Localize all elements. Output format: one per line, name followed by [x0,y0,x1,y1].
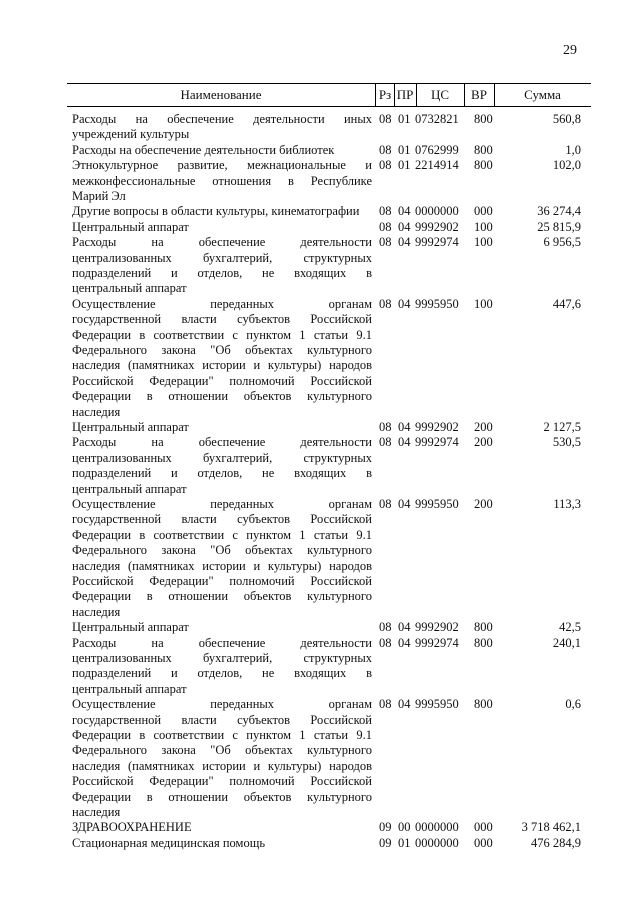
row-cs: 2214914 [415,158,459,173]
row-cs: 0762999 [415,142,459,157]
row-cs: 0000000 [415,204,459,219]
row-name-line: межконфессиональные отношения в Республике [72,173,372,188]
row-sum: 113,3 [553,497,581,511]
row-pr: 04 [398,635,411,650]
row-vr: 200 [474,497,493,511]
row-vr: 800 [474,142,493,157]
row-rz: 08 [379,296,392,311]
row-pr: 04 [398,697,411,712]
row-rz: 08 [379,620,392,635]
row-name-line: Этнокультурное развитие, межнациональные и [72,158,372,173]
row-name [72,235,372,297]
row-name [72,820,372,835]
row-name-line: Стационарная медицинская помощь [72,835,266,850]
row-pr: 01 [398,142,411,157]
row-pr: 00 [398,820,411,835]
row-rz: 08 [379,420,392,434]
row-rz: 08 [379,635,392,650]
row-name-line: ЗДРАВООХРАНЕНИЕ [72,820,192,835]
row-name [72,204,372,219]
row-name-line: государственной власти субъектов Российской [72,312,372,327]
row-name-line: Осуществление переданных органам [72,697,372,712]
row-pr: 04 [398,235,411,250]
row-name-line: Федерального закона "Об объектах культурного [72,343,372,358]
row-name-line: Федерации в соответствии с пунктом 1 статьи 9.1 [72,527,372,542]
row-name-line: наследия [72,805,121,820]
row-rz: 08 [379,219,392,234]
row-cs: 9992974 [415,435,459,450]
row-name [72,220,372,235]
row-name-line: Федерального закона "Об объектах культурного [72,543,372,558]
row-name-line: централизованных бухгалтерий, структурных [72,651,372,665]
row-sum: 560,8 [552,112,581,126]
row-name-line: Расходы на обеспечение деятельности библиотек [72,142,335,157]
row-name-line: подразделений и отделов, не входящих в [72,266,372,280]
row-cs: 9992974 [415,635,459,650]
page-number: 29 [563,43,577,58]
row-sum: 102,0 [552,158,581,173]
row-name-line: Осуществление переданных органам [72,497,372,511]
row-name-line: Расходы на обеспечение деятельности [72,235,372,250]
row-name-line: подразделений и отделов, не входящих в [72,666,372,681]
row-name-line: государственной власти субъектов Российской [72,712,372,727]
row-name-line: Федерального закона "Об объектах культурного [72,743,372,758]
row-name [72,112,372,143]
row-sum: 42,5 [559,620,581,635]
row-name [72,435,372,497]
row-pr: 04 [398,497,411,511]
row-pr: 04 [398,420,411,434]
row-name-line: наследия [72,404,121,419]
row-cs: 9995950 [415,697,459,712]
row-rz: 08 [379,204,392,219]
row-vr: 800 [474,112,493,126]
row-name [72,158,372,204]
row-name-line: наследия (памятниках истории и культуры) народов [72,758,372,773]
header-pr: ПР [396,87,414,102]
row-name-line: Федерации в отношении объектов культурного [72,589,372,604]
row-name [72,497,372,620]
row-sum: 2 127,5 [543,420,581,434]
row-cs: 9992974 [415,235,459,250]
row-sum: 3 718 462,1 [521,820,581,835]
row-sum: 530,5 [552,435,581,450]
row-name-line: Расходы на обеспечение деятельности [72,635,372,650]
row-pr: 04 [398,435,411,450]
row-name-line: Центральный аппарат [72,420,189,434]
row-cs: 9992902 [415,420,459,434]
row-sum: 240,1 [552,635,581,650]
row-rz: 08 [379,497,392,511]
row-rz: 09 [379,820,392,835]
row-vr: 000 [474,204,493,219]
row-vr: 200 [474,420,493,434]
row-name-line: Федерации в соответствии с пунктом 1 статьи 9.1 [72,327,372,342]
row-pr: 04 [398,219,411,234]
row-name-line: Центральный аппарат [72,219,189,234]
header-cs: ЦС [430,87,450,102]
header-name: Наименование [180,87,262,102]
row-name [72,836,372,851]
row-name-line: Федерации в отношении объектов культурного [72,789,372,804]
row-pr: 01 [398,835,411,850]
row-name [72,143,372,158]
row-name-line: централизованных бухгалтерий, структурных [72,250,372,265]
header-vr: ВР [471,87,487,102]
row-cs: 9995950 [415,497,459,511]
row-vr: 100 [474,219,493,234]
row-name-line: государственной власти субъектов Российской [72,512,372,527]
row-sum: 6 956,5 [543,235,581,250]
row-name-line: наследия (памятниках истории и культуры) народов [72,358,372,373]
row-name-line: Другие вопросы в области культуры, кинематографии [72,204,360,219]
row-name-line: Федерации в соответствии с пунктом 1 статьи 9.1 [72,728,372,742]
row-cs: 9992902 [415,620,459,635]
row-name-line: центральный аппарат [72,481,187,496]
row-vr: 100 [474,235,493,250]
row-name-line: наследия [72,604,121,619]
row-pr: 04 [398,296,411,311]
row-vr: 000 [474,835,493,850]
row-cs: 9992902 [415,219,459,234]
row-cs: 0000000 [415,820,459,835]
row-name-line: Расходы на обеспечение деятельности иных [72,112,372,126]
row-vr: 800 [474,158,493,173]
row-name [72,620,372,635]
row-rz: 08 [379,697,392,712]
row-name-line: подразделений и отделов, не входящих в [72,466,372,481]
row-sum: 25 815,9 [537,219,581,234]
row-name-line: Центральный аппарат [72,620,189,635]
row-name-line: центральный аппарат [72,281,187,296]
row-cs: 0000000 [415,835,459,850]
row-rz: 09 [379,835,392,850]
row-name-line: наследия (памятниках истории и культуры) народов [72,558,372,573]
row-vr: 800 [474,620,493,635]
row-name-line: централизованных бухгалтерий, структурных [72,450,372,465]
row-pr: 01 [398,112,411,126]
row-sum: 447,6 [552,296,581,311]
header-sum: Сумма [524,87,561,102]
row-name-line: Марий Эл [72,189,126,203]
row-rz: 08 [379,142,392,157]
row-name-line: Федерации в отношении объектов культурного [72,389,372,404]
row-name-line: Осуществление переданных органам [72,296,372,311]
row-name-line: учреждений культуры [72,127,190,142]
row-sum: 0,6 [565,697,581,712]
row-name-line: Расходы на обеспечение деятельности [72,435,372,450]
row-name [72,697,372,820]
row-cs: 0732821 [415,112,459,126]
row-name [72,420,372,435]
row-vr: 800 [474,697,493,712]
row-pr: 04 [398,204,411,219]
row-rz: 08 [379,235,392,250]
header-rz: Рз [378,87,392,102]
table-header [67,83,591,107]
row-name-line: Российской Федерации" полномочий Российской [72,774,372,789]
row-rz: 08 [379,158,392,173]
row-cs: 9995950 [415,296,459,311]
row-name [72,297,372,420]
row-vr: 000 [474,820,493,835]
row-name-line: центральный аппарат [72,681,187,696]
row-pr: 01 [398,158,411,173]
row-name-line: Российской Федерации" полномочий Российской [72,373,372,388]
row-vr: 800 [474,635,493,650]
row-sum: 36 274,4 [537,204,581,219]
row-sum: 1,0 [565,142,581,157]
row-rz: 08 [379,112,392,126]
row-pr: 04 [398,620,411,635]
row-sum: 476 284,9 [531,835,581,850]
row-vr: 100 [474,296,493,311]
row-name-line: Российской Федерации" полномочий Российской [72,574,372,589]
row-rz: 08 [379,435,392,450]
row-vr: 200 [474,435,493,450]
row-name [72,636,372,698]
